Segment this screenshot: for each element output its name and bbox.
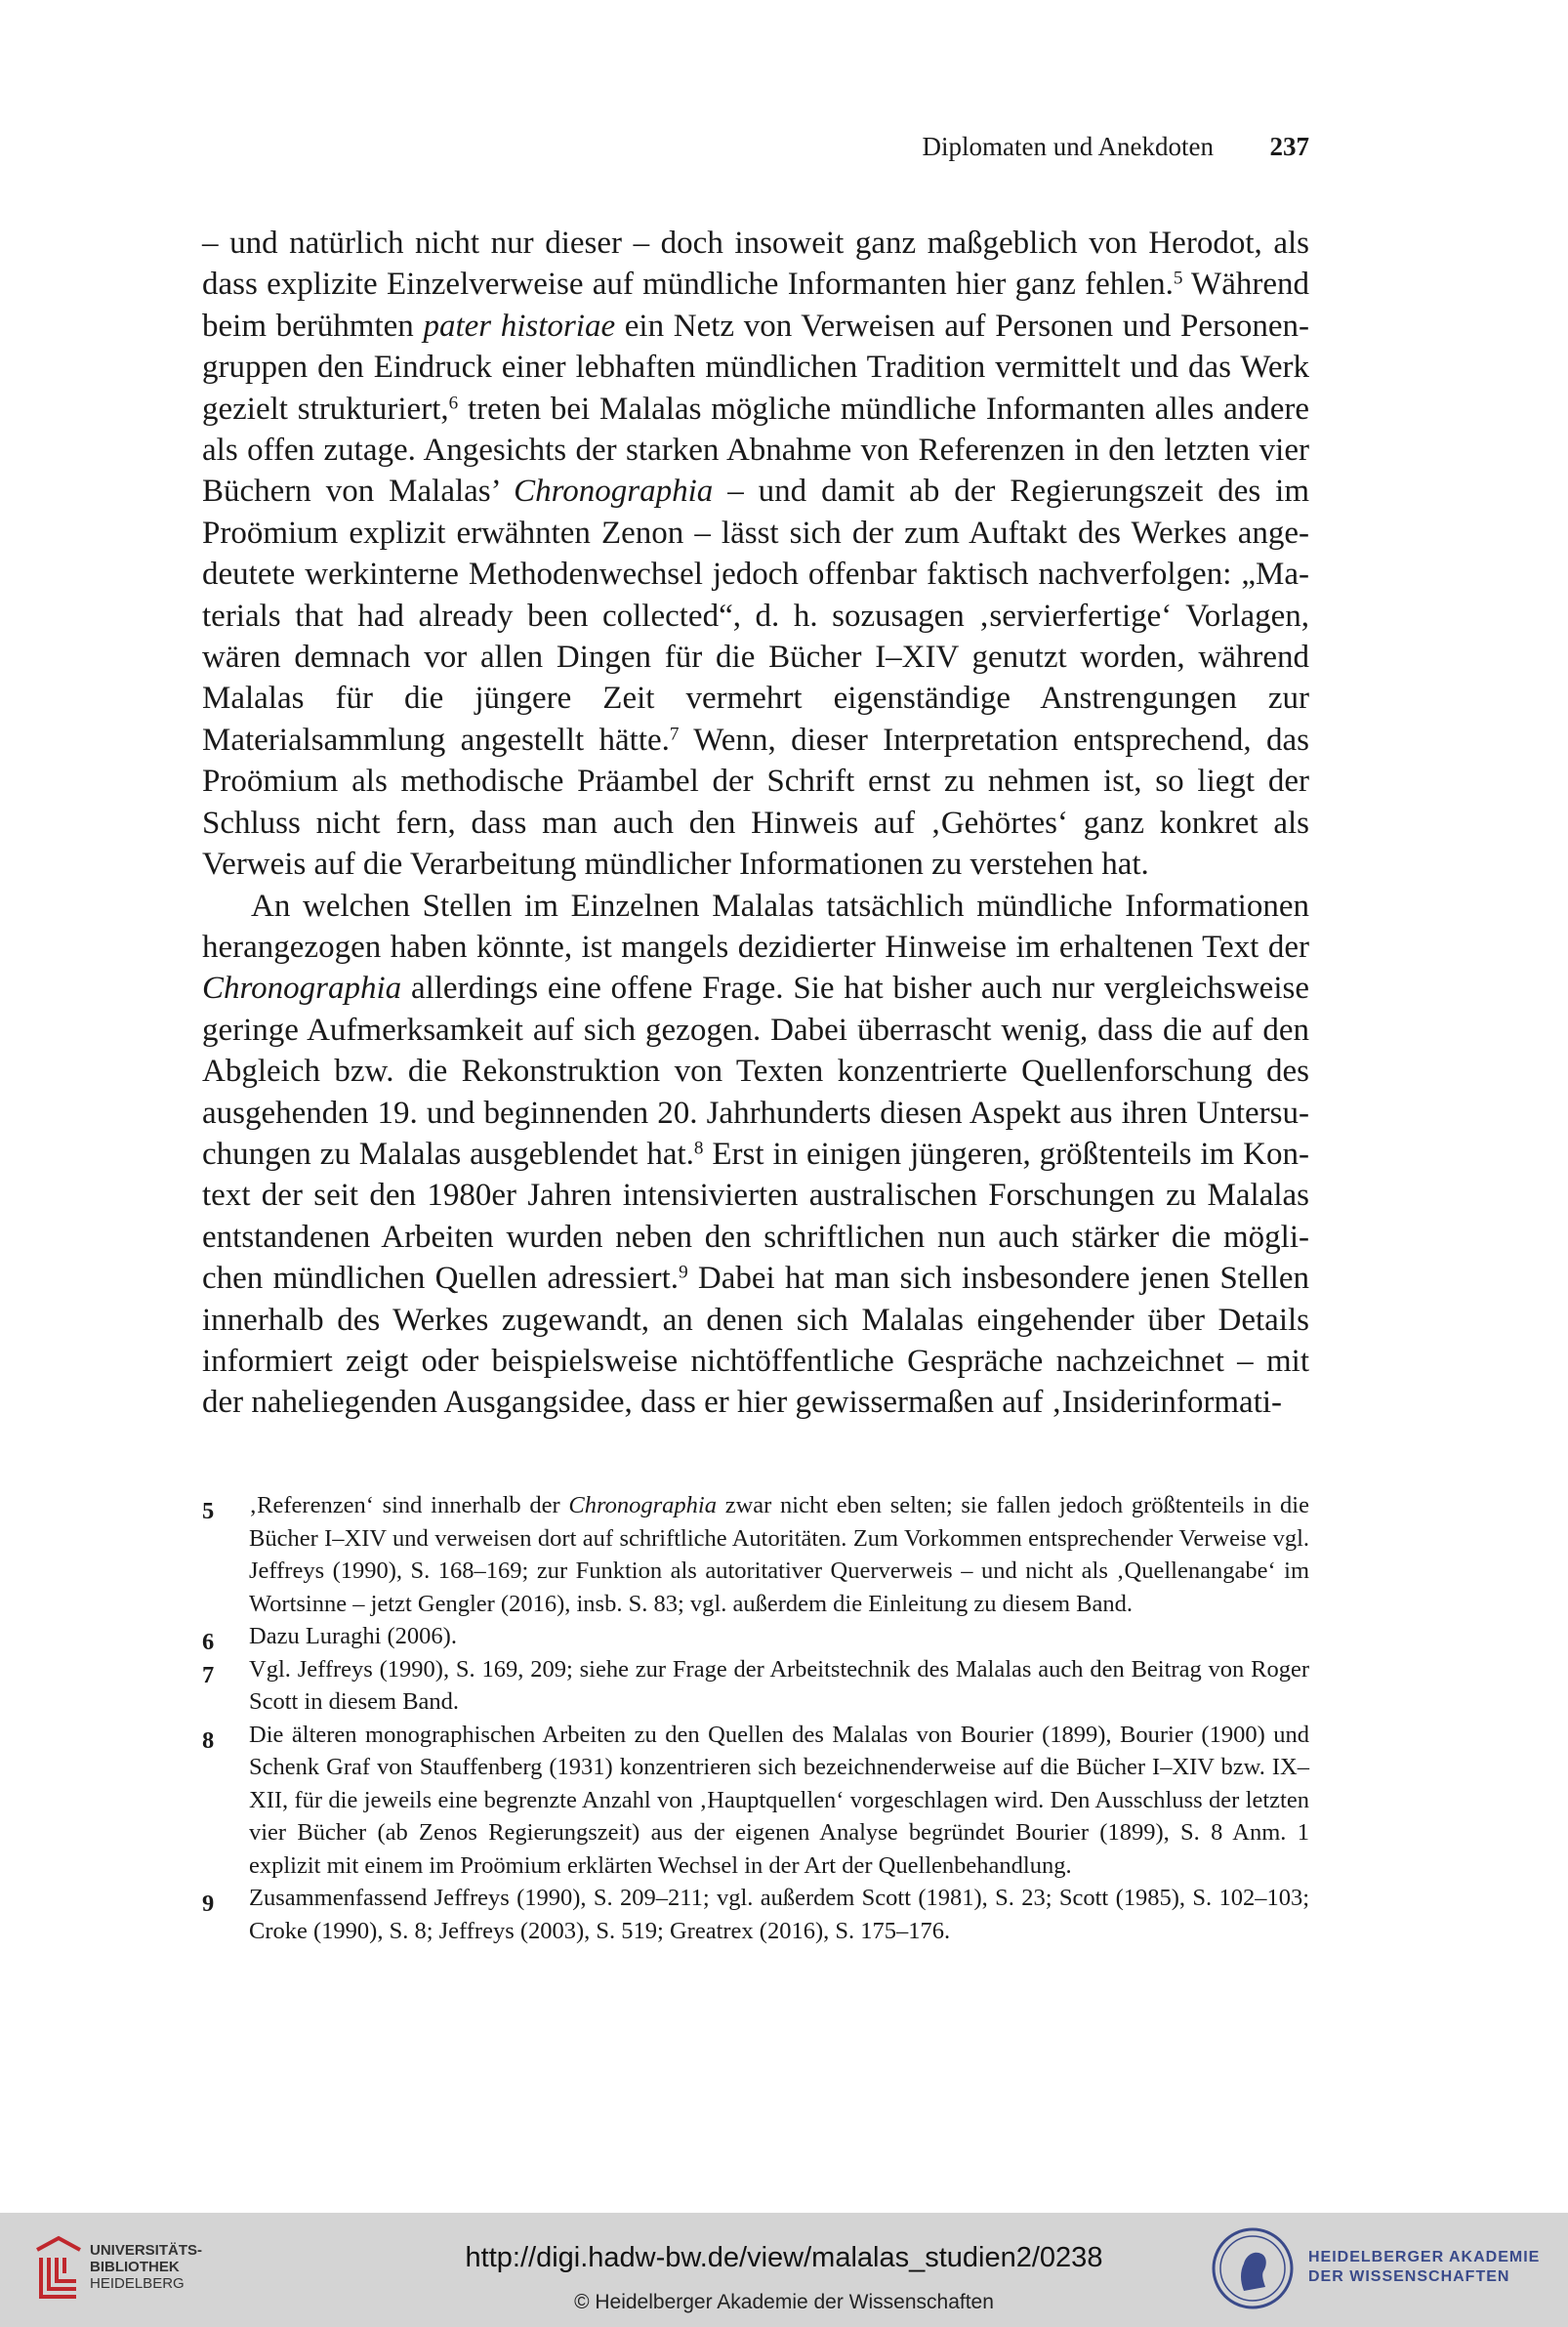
- paragraph-1: – und natürlich nicht nur dieser – doch insoweit ganz maßgeblich von Herodot, als dass explizite Einzelverweise auf mündliche Informanten hier ganz fehlen.$^5$ Während beim berühmten pater historiae ein Netz von Verweisen auf Personen und Personengruppen den Eindruck einer lebhaften mündlichen Tradition vermittelt und das Werk gezielt strukturiert,$^6$ treten bei Malalas mögliche mündliche Informanten alles andere als offen zutage. Angesichts der starken Abnahme von Referenzen in den letzten vier Büchern von Malalas’ Chronographia – und damit ab der Regierungszeit des im Proömium explizit erwähnten Zenon – lässt sich der zum Auftakt des Werkes angedeutete werkinterne Methodenwechsel jedoch offenbar faktisch nachverfolgen: „Materials that had already been collected“, d. h. sozusagen ‚servierfertige‘ Vorlagen, wären demnach vor allen Dingen für die Bücher I–XIV genutzt worden, während Malalas für die jüngere Zeit vermehrt eigenständige Anstrengungen zur Materialsammlung angestellt hätte.$^7$ Wenn, dieser Interpretation entsprechend, das Proömium als methodische Präambel der Schrift ernst zu nehmen ist, so liegt der Schluss nicht fern, dass man auch den Hinweis auf ‚Gehörtes‘ ganz konkret als Verweis auf die Verarbeitung mündlicher Informationen zu verstehen hat.: [202, 226, 1310, 883]
- footnote-7: 7 Vgl. Jeffreys (1990), S. 169, 209; siehe zur Frage der Arbeitstechnik des Malalas auch den Beitrag von Roger Scott in diesem Band.: [202, 1655, 1309, 1715]
- italic-title: Chronographia: [202, 971, 402, 1007]
- footnote-ref-5[interactable]: 5: [1173, 268, 1183, 289]
- footnote-number: 6: [202, 1629, 215, 1655]
- italic-term: pater historiae: [423, 308, 616, 344]
- footnote-6: 6 Dazu Luraghi (2006).: [202, 1620, 1309, 1653]
- footnote-ref-8[interactable]: 8: [693, 1138, 704, 1159]
- footnote-number: 7: [202, 1661, 215, 1688]
- italic-title: Chronographia: [514, 474, 714, 510]
- footnote-9: 9 Zusammenfassend Jeffreys (1990), S. 209–211; vgl. außerdem Scott (1981), S. 23; Scott (1985), S. 102–103; Croke (1990), S. 8; Jeffreys (2003), S. 519; Greatrex (2016), S. 175–176.: [202, 1885, 1309, 1944]
- page-header: [0, 132, 1568, 171]
- academy-name: HEIDELBERGER AKADEMIE DER WISSENSCHAFTEN: [1308, 2249, 1541, 2285]
- copyright-notice: © Heidelberger Akademie der Wissenschaften: [574, 2291, 994, 2313]
- running-title: Diplomaten und Anekdoten: [922, 132, 1214, 161]
- footnote-8: 8 Die älteren monographischen Arbeiten zu den Quellen des Malalas von Bourier (1899), Bourier (1900) und Schenk Graf von Stauffenberg (1931) konzentrieren sich bezeichnenderweise auf die Bücher I–XIV bzw. IX–XII, für die jeweils eine begrenzte Anzahl von ‚Hauptquellen‘ vorgeschlagen wird. Den Ausschluss der letzten vier Bücher (ab Zenos Regierungszeit) aus der eigenen Analyse begründet Bourier (1899), S. 8 Anm. 1 explizit mit einem im Proömium erklärten Wechsel in der Art der Quellenbehandlung.: [202, 1721, 1309, 1879]
- footnote-ref-6[interactable]: 6: [448, 393, 459, 414]
- permalink-url[interactable]: http://digi.hadw-bw.de/view/malalas_studien2/0238: [465, 2242, 1103, 2273]
- page-number: 237: [1269, 132, 1309, 161]
- footnote-number: 9: [202, 1891, 215, 1917]
- footnote-ref-7[interactable]: 7: [669, 724, 680, 745]
- footnote-5: 5 ‚Referenzen‘ sind innerhalb der Chronographia zwar nicht eben selten; sie fallen jedoch größtenteils in die Bücher I–XIV und verweisen dort auf schriftliche Autoritäten. Zum Vorkommen entsprechender Verweise vgl. Jeffreys (1990), S. 168–169; zur Funktion als autoritativer Querverweis – und nicht als ‚Quellenangabe‘ im Wortsinne – jetzt Gengler (2016), insb. S. 83; vgl. außerdem die Einleitung zu diesem Band.: [202, 1492, 1309, 1617]
- academy-seal-icon[interactable]: [1211, 2226, 1295, 2310]
- footnote-number: 8: [202, 1726, 215, 1754]
- main-text: [202, 223, 1309, 1424]
- footnotes: [202, 1489, 1309, 1947]
- footer-bar: [0, 2213, 1568, 2327]
- university-library-name: UNIVERSITÄTS- BIBLIOTHEK HEIDELBERG: [90, 2242, 203, 2292]
- footnote-number: 5: [202, 1498, 215, 1524]
- paragraph-2: An welchen Stellen im Einzelnen Malalas tatsächlich mündliche Informationen herangezogen haben könnte, ist mangels dezidierter Hinweise im erhaltenen Text der Chronographia allerdings eine offene Frage. Sie hat bisher auch nur vergleichsweise geringe Aufmerksamkeit auf sich gezogen. Dabei überrascht wenig, dass die auf den Abgleich bzw. die Rekonstruktion von Texten konzentrierte Quellenforschung des ausgehenden 19. und beginnenden 20. Jahrhunderts diesen Aspekt aus ihren Untersuchungen zu Malalas ausgeblendet hat.$^8$ Erst in einigen jüngeren, größtenteils im Kontext der seit den 1980er Jahren intensivierten australischen Forschungen zu Malalas entstandenen Arbeiten wurden neben den schriftlichen nun auch stärker die möglichen mündlichen Quellen adressiert.$^9$ Dabei hat man sich insbesondere jenen Stellen innerhalb des Werkes zugewandt, an denen sich Malalas eingehender über Details informiert zeigt oder beispielsweise nichtöffentliche Gespräche nachzeichnet – mit der naheliegenden Ausgangsidee, dass er hier gewissermaßen auf ‚Insiderinformati-: [202, 888, 1309, 1421]
- footnote-ref-9[interactable]: 9: [679, 1262, 688, 1283]
